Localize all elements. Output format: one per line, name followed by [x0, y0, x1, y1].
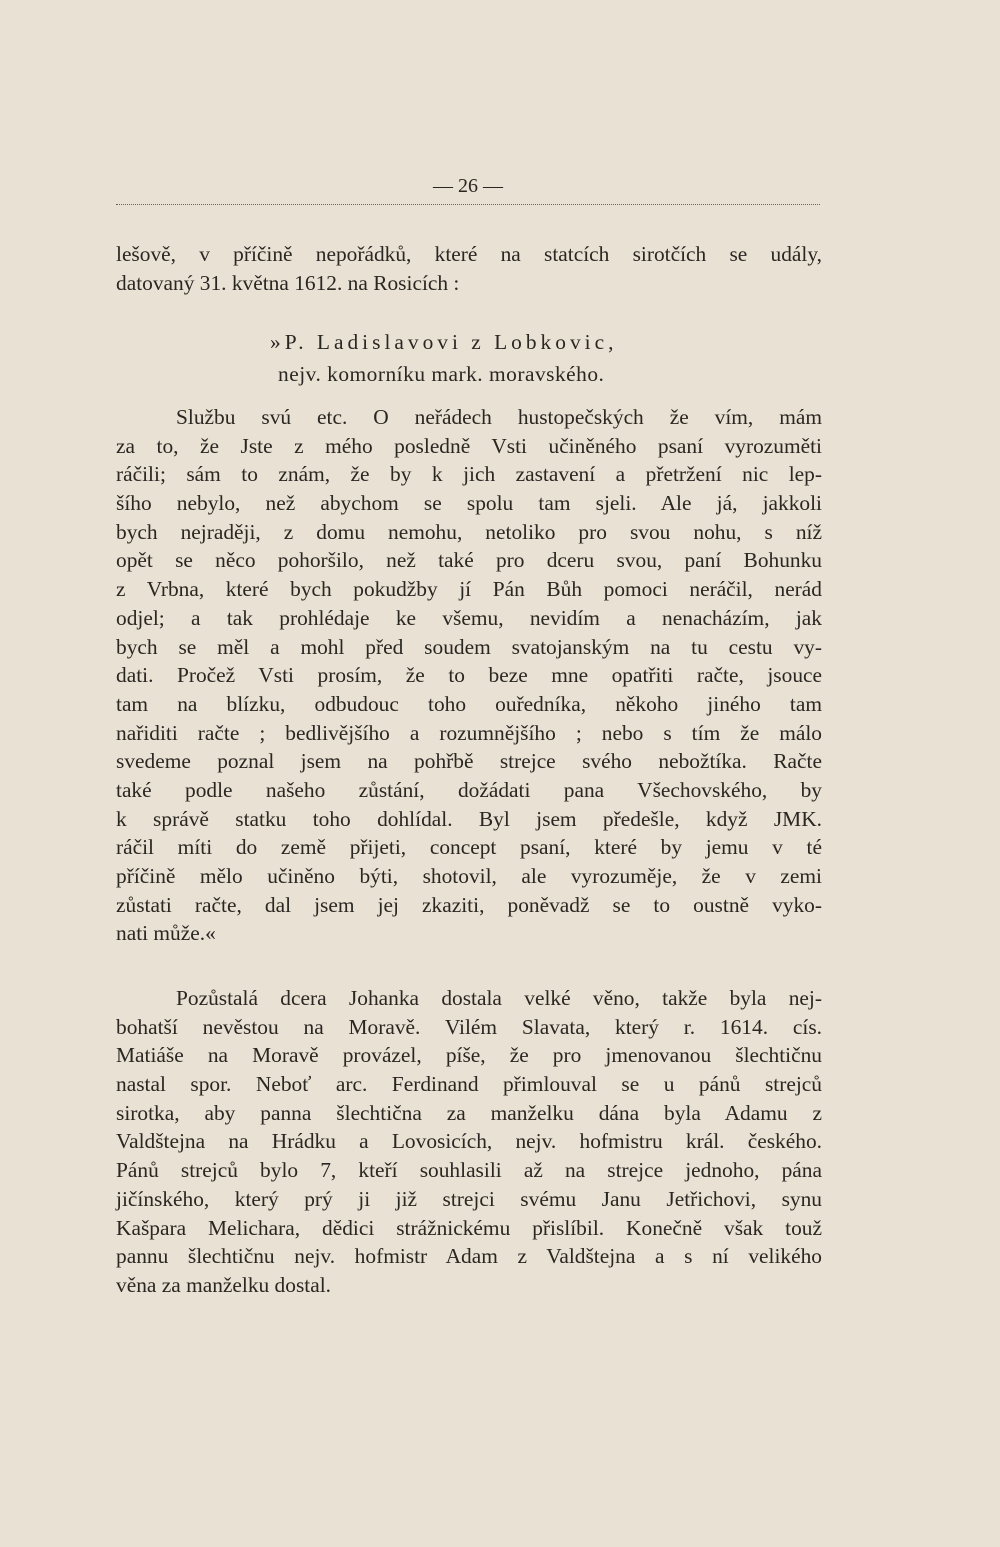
- text-line: jičínského, který prý ji již strejci svému Janu Jetřichovi, synu: [116, 1186, 822, 1211]
- text-line: Pozůstalá dcera Johanka dostala velké věno, takže byla nej-: [176, 986, 822, 1010]
- letter-body: [116, 403, 822, 948]
- text-line: zůstati račte, dal jsem jej zkaziti, poněvadž se to oustně vyko-: [116, 892, 822, 917]
- text-line: nařiditi račte ; bedlivějšího a rozumnějšího ; nebo s tím že málo: [116, 720, 822, 745]
- text-line: za to, že Jste z mého posledně Vsti učiněného psaní vyrozuměti: [116, 433, 822, 458]
- intro-text: [116, 240, 822, 297]
- text-line: ráčili; sám to znám, že by k jich zastavení a přetržení nic lep-: [116, 462, 822, 487]
- text-line: bych se měl a mohl před soudem svatojanským na tu cestu vy-: [116, 634, 822, 659]
- paragraph: [116, 984, 822, 1300]
- text-line: ráčil míti do země přijeti, concept psaní, které by jemu v té: [116, 835, 822, 860]
- text-line: sirotka, aby panna šlechtična za manželku dána byla Adamu z: [116, 1100, 822, 1125]
- text-line: odjel; a tak prohlédaje ke všemu, nevidím a nenacházím, jak: [116, 605, 822, 630]
- text-line: Pánů strejců bylo 7, kteří souhlasili až na strejce jednoho, pána: [116, 1158, 822, 1183]
- letter-recipient-title: nejv. komorníku mark. moravského.: [278, 362, 605, 386]
- text-line: nastal spor. Neboť arc. Ferdinand přimlouval se u pánů strejců: [116, 1072, 822, 1097]
- text-line: šího nebylo, než abychom se spolu tam sjeli. Ale já, jakkoli: [116, 491, 822, 516]
- text-line: dati. Pročež Vsti prosím, že to beze mne opatřiti račte, jsouce: [116, 663, 822, 688]
- text-line: Službu svú etc. O neřádech hustopečských že vím, mám: [176, 405, 822, 429]
- text-line: Matiáše na Moravě provázel, píše, že pro jmenovanou šlechtičnu: [116, 1043, 822, 1068]
- text-line: z Vrbna, které bych pokudžby jí Pán Bůh pomoci neráčil, nerád: [116, 577, 822, 602]
- page-number: — 26 —: [116, 168, 820, 205]
- text-line: nati může.«: [116, 921, 216, 946]
- text-line: svedeme poznal jsem na pohřbě strejce svého nebožtíka. Račte: [116, 749, 822, 774]
- letter-address: [270, 326, 690, 390]
- text-line: bych nejraději, z domu nemohu, netoliko pro svou nohu, s níž: [116, 519, 822, 544]
- text-line: opět se něco pohoršilo, než také pro dceru svou, paní Bohunku: [116, 548, 822, 573]
- text-line: příčině mělo učiněno býti, shotovil, ale vyrozuměje, že v zemi: [116, 864, 822, 888]
- letter-recipient: »P. Ladislavovi z Lobkovic,: [270, 330, 618, 354]
- text-line: pannu šlechtičnu nejv. hofmistr Adam z Valdštejna a s ní velikého: [116, 1244, 822, 1269]
- text-line: Kašpara Melichara, dědici strážnickému přislíbil. Konečně však touž: [116, 1215, 822, 1240]
- text-line: datovaný 31. května 1612. na Rosicích :: [116, 270, 460, 295]
- text-line: také podle našeho zůstání, dožádati pana Všechovského, by: [116, 777, 822, 802]
- text-line: k správě statku toho dohlídal. Byl jsem předešle, když JMK.: [116, 806, 822, 831]
- text-line: lešově, v příčině nepořádků, které na statcích sirotčích se udály,: [116, 242, 822, 266]
- text-line: bohatší nevěstou na Moravě. Vilém Slavata, který r. 1614. cís.: [116, 1014, 822, 1039]
- text-line: Valdštejna na Hrádku a Lovosicích, nejv. hofmistru král. českého.: [116, 1129, 822, 1154]
- text-line: věna za manželku dostal.: [116, 1272, 332, 1297]
- text-line: tam na blízku, odbudouc toho ouředníka, někoho jiného tam: [116, 691, 822, 716]
